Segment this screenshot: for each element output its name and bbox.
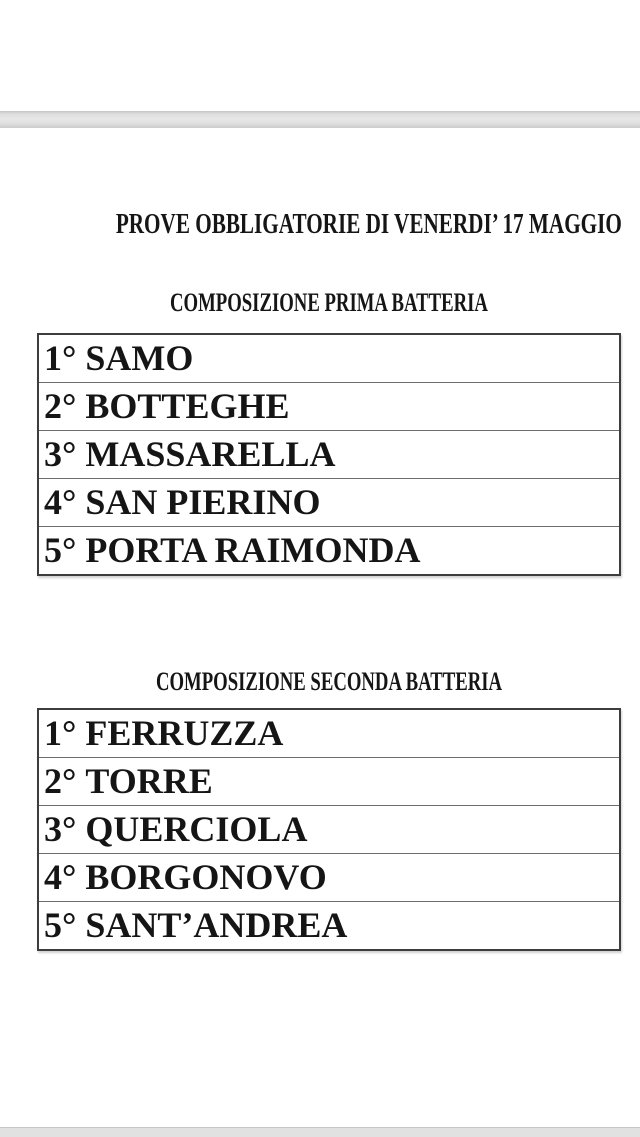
row-name: BORGONOVO xyxy=(85,857,327,897)
row-position: 2° xyxy=(44,761,77,801)
row-position: 5° xyxy=(44,905,77,945)
row-position: 4° xyxy=(44,857,77,897)
row-name: SAMO xyxy=(85,338,194,378)
row-position: 1° xyxy=(44,713,77,753)
row-position: 2° xyxy=(44,386,77,426)
section-heading-prima-batteria: COMPOSIZIONE PRIMA BATTERIA xyxy=(170,288,488,317)
table-row xyxy=(39,805,619,853)
page-gap-separator xyxy=(0,111,640,128)
row-position: 5° xyxy=(44,530,77,570)
table-row xyxy=(39,710,619,757)
section-heading-seconda-batteria: COMPOSIZIONE SECONDA BATTERIA xyxy=(155,667,503,696)
row-name: QUERCIOLA xyxy=(85,809,308,849)
row-name: BOTTEGHE xyxy=(85,386,290,426)
row-name: PORTA RAIMONDA xyxy=(85,530,421,570)
row-position: 3° xyxy=(44,434,77,474)
table-row xyxy=(39,382,619,430)
page-title: PROVE OBBLIGATORIE DI VENERDI’ 17 MAGGIO xyxy=(115,208,622,240)
row-name: MASSARELLA xyxy=(85,434,336,474)
table-row xyxy=(39,478,619,526)
table-row xyxy=(39,853,619,901)
table-row xyxy=(39,757,619,805)
row-position: 4° xyxy=(44,482,77,522)
table-row xyxy=(39,526,619,574)
table-row xyxy=(39,430,619,478)
table-row xyxy=(39,335,619,382)
row-name: TORRE xyxy=(85,761,213,801)
row-name: SANT’ANDREA xyxy=(85,905,348,945)
prima-batteria-table xyxy=(37,333,621,576)
row-name: SAN PIERINO xyxy=(85,482,321,522)
seconda-batteria-table xyxy=(37,708,621,951)
row-name: FERRUZZA xyxy=(85,713,284,753)
row-position: 3° xyxy=(44,809,77,849)
row-position: 1° xyxy=(44,338,77,378)
table-row xyxy=(39,901,619,949)
